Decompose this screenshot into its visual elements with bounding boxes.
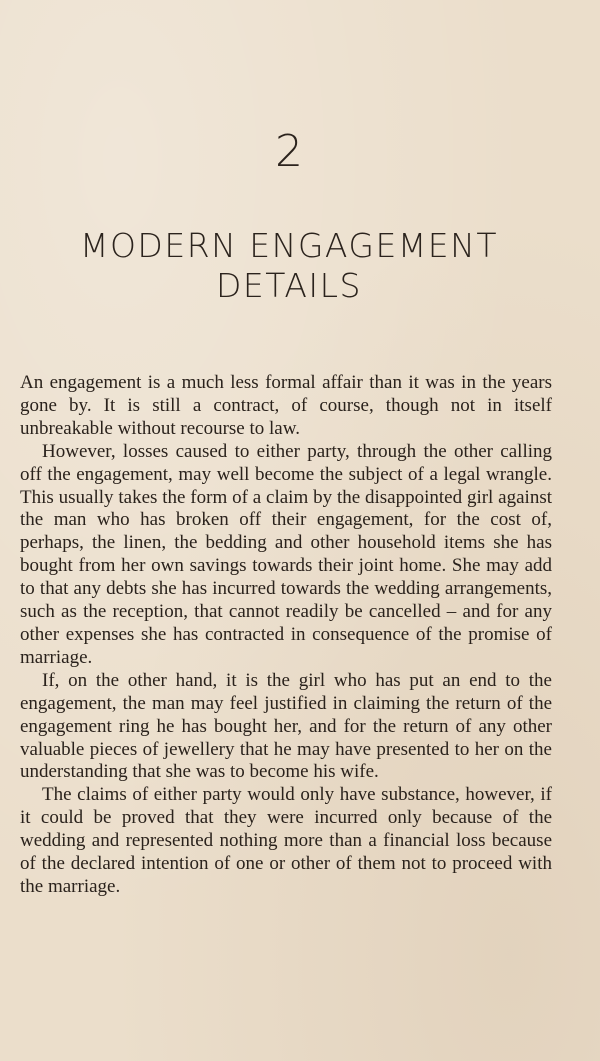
- chapter-title-line-2: DETAILS: [216, 266, 362, 305]
- paragraph-2: However, losses caused to either party, through the other calling off the engagement, may well become the subject of a legal wrangle. This usually takes the form of a claim by the disappointed girl against the man who has broken off their engagement, for the cost of, perhaps, the linen, the bedding and other household items she has bought from her own savings towards their joint home. She may add to that any debts she has incurred towards the wedding arrangements, such as the reception, that cannot readily be cancelled – and for any other expenses she has contracted in consequence of the promise of marriage.: [20, 440, 552, 668]
- chapter-number: 2: [275, 126, 303, 177]
- body-text: [20, 372, 552, 899]
- chapter-title: [0, 226, 578, 306]
- paragraph-3: If, on the other hand, it is the girl who has put an end to the engagement, the man may feel justified in claiming the return of the engagement ring he has bought her, and for the return of any other valuable pieces of jewellery that he may have presented to her on the understanding that she was to become his wife.: [20, 669, 552, 783]
- paragraph-1: An engagement is a much less formal affair than it was in the years gone by. It is still a contract, of course, though not in itself unbreakable without recourse to law.: [20, 372, 552, 439]
- chapter-title-line-1: MODERN ENGAGEMENT: [79, 226, 498, 265]
- paragraph-4: The claims of either party would only have substance, however, if it could be proved that they were incurred only because of the wedding and represented nothing more than a financial loss because of the declared intention of one or other of them not to proceed with the marriage.: [20, 784, 552, 897]
